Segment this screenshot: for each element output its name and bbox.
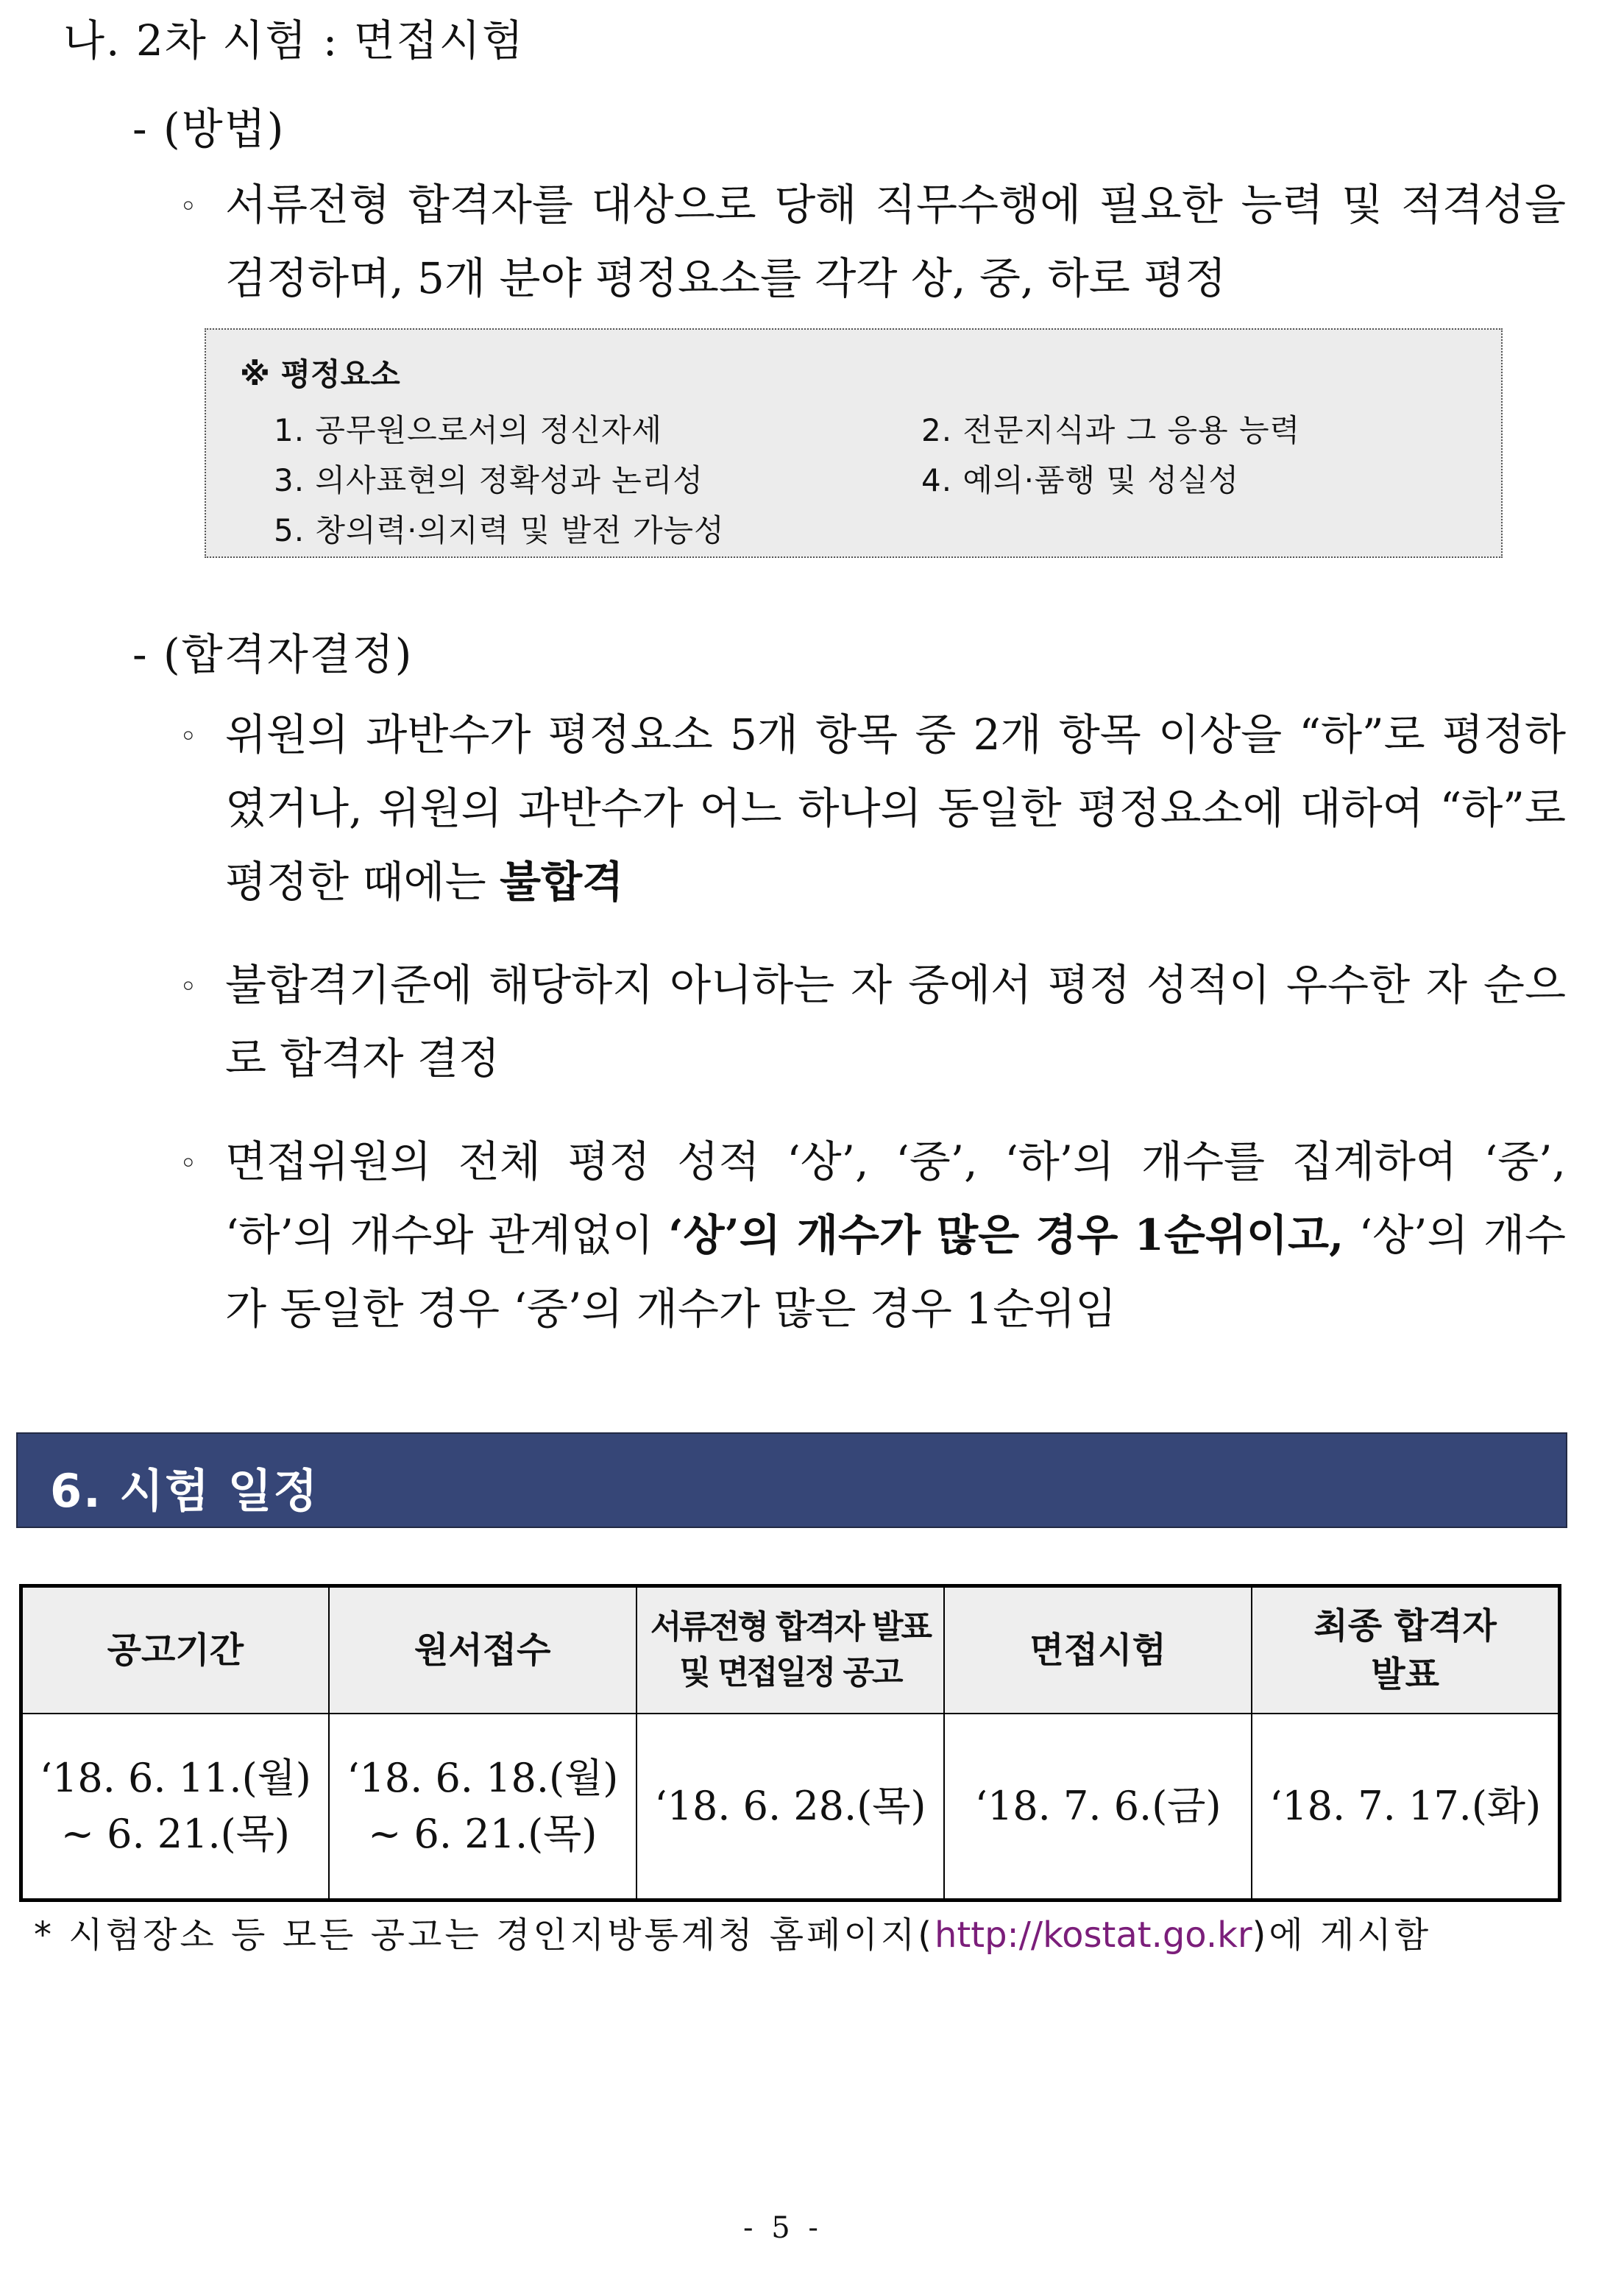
table-header-cell [944, 1586, 1252, 1714]
footnote-prefix: * 시험장소 등 모든 공고는 경인지방통계청 홈페이지( [34, 1914, 935, 1956]
page-number: - 5 - [743, 2211, 823, 2245]
footnote [34, 1906, 1431, 1957]
date-line: ‘18. 7. 17.(화) [1269, 1783, 1542, 1829]
table-cell [21, 1714, 329, 1900]
bullet-icon: ◦ [180, 970, 197, 1004]
date-line: ‘18. 6. 18.(월) [347, 1755, 619, 1801]
evaluation-criteria-box [205, 328, 1503, 558]
date-line: ‘18. 6. 11.(월) [39, 1755, 311, 1801]
date-line: ~ 6. 21.(목) [368, 1811, 598, 1857]
criteria-item: 5. 창의력·의지력 및 발전 가능성 [274, 512, 725, 548]
header-line: 공고기간 [107, 1630, 244, 1671]
header-line: 최종 합격자 [1313, 1605, 1497, 1647]
header-line: 면접시험 [1029, 1630, 1166, 1671]
fail-emphasis: 불합격 [500, 857, 624, 907]
table-cell [637, 1714, 944, 1900]
criteria-item: 2. 전문지식과 그 응용 능력 [921, 412, 1301, 448]
table-header-cell [21, 1586, 329, 1714]
method-label: - (방법) [132, 104, 286, 154]
decision-paragraph-2: 불합격기준에 해당하지 아니하는 자 중에서 평정 성적이 우수한 자 순으로 합격자 결정 [225, 960, 1566, 1083]
bullet-icon: ◦ [180, 1147, 197, 1181]
schedule-section-banner [16, 1432, 1567, 1528]
homepage-link[interactable]: http://kostat.go.kr [935, 1914, 1252, 1956]
criteria-item: 3. 의사표현의 정확성과 논리성 [274, 462, 703, 498]
criteria-item: 1. 공무원으로서의 정신자세 [274, 412, 663, 448]
schedule-table [19, 1584, 1561, 1902]
footnote-suffix: )에 게시함 [1252, 1914, 1432, 1956]
table-header-cell [637, 1586, 944, 1714]
header-line: 및 면접일정 공고 [679, 1654, 901, 1691]
ranking-emphasis: ‘상’의 개수가 많은 경우 1순위이고, [668, 1210, 1344, 1260]
decision-label: - (합격자결정) [132, 629, 414, 679]
decision-paragraph-1 [225, 698, 1566, 919]
criteria-item: 4. 예의·품행 및 성실성 [921, 462, 1240, 498]
date-line: ‘18. 6. 28.(목) [654, 1783, 926, 1829]
table-cell [1252, 1714, 1559, 1900]
method-paragraph: 서류전형 합격자를 대상으로 당해 직무수행에 필요한 능력 및 적격성을 검정하며, 5개 분야 평정요소를 각각 상, 중, 하로 평정 [225, 180, 1566, 303]
bullet-icon: ◦ [180, 190, 197, 224]
decision-text: 위원의 과반수가 평정요소 5개 항목 중 2개 항목 이상을 “하”로 평정하였거나, 위원의 과반수가 어느 하나의 동일한 평정요소에 대하여 “하”로 평정한 때에는 [225, 710, 1566, 907]
table-row [21, 1714, 1560, 1900]
table-header-cell [329, 1586, 637, 1714]
ranking-tail: ‘상’의 개수가 동일한 경우 ‘중’의 개수가 많은 경우 1순위임 [225, 1210, 1566, 1334]
date-line: ‘18. 7. 6.(금) [974, 1783, 1221, 1829]
table-cell [944, 1714, 1252, 1900]
header-line: 원서접수 [414, 1630, 551, 1671]
header-line: 서류전형 합격자 발표 [650, 1608, 931, 1646]
ranking-text: 면접위원의 전체 평정 성적 ‘상’, ‘중’, ‘하’의 개수를 집계하여 ‘중’, ‘하’의 개수와 관계없이 [225, 1136, 1566, 1260]
table-header-row [21, 1586, 1560, 1714]
bullet-icon: ◦ [180, 720, 197, 754]
header-line: 발표 [1371, 1654, 1439, 1695]
date-line: ~ 6. 21.(목) [60, 1811, 290, 1857]
criteria-title: ※ 평정요소 [240, 356, 400, 392]
subsection-heading: 나. 2차 시험 : 면접시험 [63, 15, 525, 66]
decision-paragraph-3 [225, 1125, 1566, 1346]
table-header-cell [1252, 1586, 1559, 1714]
table-cell [329, 1714, 637, 1900]
schedule-section-title: 6. 시험 일정 [50, 1464, 319, 1518]
